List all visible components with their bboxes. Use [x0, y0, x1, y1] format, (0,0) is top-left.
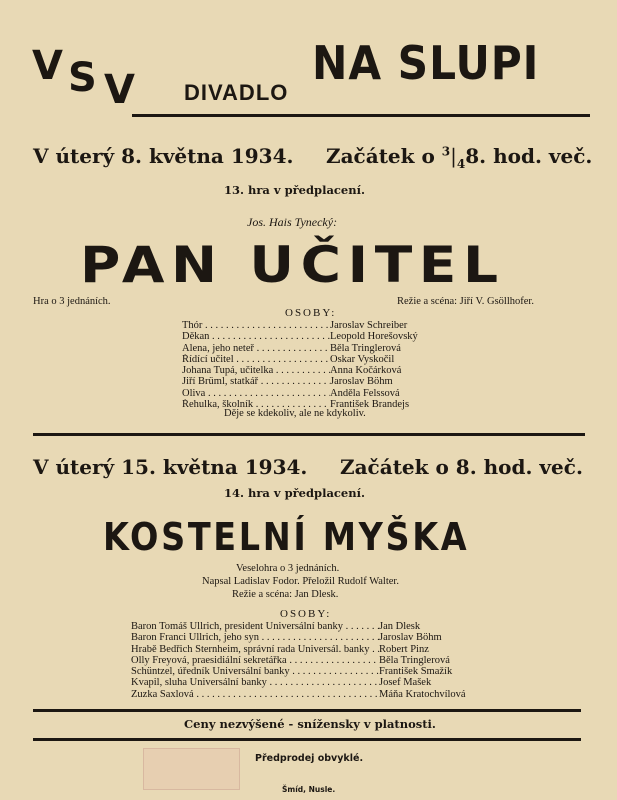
show2-osoby-heading: OSOBY:: [280, 608, 332, 620]
list-item: [182, 354, 462, 365]
cast-role: Schüntzel, úředník Universální banky . . .: [131, 666, 379, 677]
show1-date: V úterý 8. května 1934.: [33, 144, 294, 168]
show1-start-prefix: Začátek o: [326, 144, 442, 168]
list-item: [182, 388, 462, 399]
show1-author: Jos. Hais Tynecký:: [247, 215, 338, 229]
printer-credit: Šmíd, Nusle.: [282, 785, 336, 794]
cast-actor: Anna Kočárková: [330, 365, 402, 377]
cast-role: Hrabě Bedřich Sternheim, správní rada Universál. banky . . .: [131, 644, 379, 655]
show2-cast-list: [131, 621, 511, 700]
show1-setting: Děje se kdekoliv, ale ne kdykoliv.: [224, 408, 366, 419]
cast-actor: František Smažík: [379, 666, 453, 678]
cast-actor: Josef Mašek: [379, 677, 432, 689]
list-item: [131, 632, 511, 643]
logo-letter-v: V: [32, 43, 63, 89]
divadlo-label: DIVADLO: [184, 80, 289, 105]
show1-start: Začátek o $^3|_48$. hod. več.: [326, 144, 593, 171]
cast-role: Zuzka Saxlová . . .: [131, 689, 379, 700]
list-item: [131, 666, 511, 677]
cast-role: Řídící učitel . . .: [182, 354, 330, 365]
show1-subscription: 13. hra v předplacení.: [224, 183, 365, 197]
paper-stain: [143, 748, 240, 790]
cast-actor: Běla Tringlerová: [379, 654, 450, 666]
list-item: [182, 320, 462, 331]
cast-role: Kvapil, sluha Universální banky . . .: [131, 677, 379, 688]
cast-actor: Běla Tringlerová: [330, 342, 401, 354]
list-item: [131, 677, 511, 688]
show1-start-sub: 4: [456, 157, 466, 171]
show1-title: PAN UČITEL: [80, 236, 505, 294]
footer-rule-bottom: [33, 738, 581, 741]
cast-role: Baron Franci Ullrich, jeho syn . . .: [131, 632, 379, 643]
show2-start: Začátek o 8. hod. več.: [340, 455, 583, 479]
cast-role: Děkan . . .: [182, 331, 330, 342]
cast-actor: Máňa Kratochvílová: [379, 688, 466, 700]
section-divider: [33, 433, 585, 436]
cast-actor: Oskar Vyskočil: [330, 353, 395, 365]
list-item: [131, 644, 511, 655]
header-underline: [132, 114, 590, 117]
cast-role: Johana Tupá, učitelka . . .: [182, 365, 330, 376]
cast-actor: Leopold Horešovský: [330, 331, 418, 343]
presale-note: Předprodej obvyklé.: [255, 753, 364, 764]
prices-note: Ceny nezvýšené - snížensky v platnosti.: [184, 717, 436, 731]
cast-actor: Anděla Felssová: [330, 387, 400, 399]
cast-role: Baron Tomáš Ullrich, president Universální banky . . .: [131, 621, 379, 632]
list-item: [131, 689, 511, 700]
show2-director: Režie a scéna: Jan Dlesk.: [232, 589, 339, 600]
show1-start-suffix: 8. hod. več.: [465, 144, 593, 168]
show2-subscription: 14. hra v předplacení.: [224, 486, 365, 500]
list-item: [131, 621, 511, 632]
cast-role: Oliva . . .: [182, 388, 330, 399]
show2-title: KOSTELNÍ MYŠKA: [103, 515, 470, 559]
logo-letter-v2: V: [104, 67, 135, 113]
cast-role: Řehulka, školník . . .: [182, 399, 330, 410]
vsv-logo: [30, 40, 140, 113]
cast-actor: Robert Pinz: [379, 643, 429, 655]
cast-role: Jiří Brüml, statkář . . .: [182, 376, 330, 387]
show2-authors: Napsal Ladislav Fodor. Přeložil Rudolf Walter.: [202, 576, 399, 587]
cast-role: Thór . . .: [182, 320, 330, 331]
cast-role: Alena, jeho neteř . . .: [182, 343, 330, 354]
theatre-name: NA SLUPI: [312, 36, 540, 90]
cast-actor: Jan Dlesk: [379, 621, 421, 632]
list-item: [182, 343, 462, 354]
show2-genre: Veselohra o 3 jednáních.: [236, 563, 340, 574]
show1-acts: Hra o 3 jednáních.: [33, 296, 111, 307]
cast-actor: Jaroslav Schreiber: [330, 320, 408, 331]
cast-actor: František Brandejs: [330, 399, 410, 411]
list-item: [131, 655, 511, 666]
logo-letter-s: S: [68, 55, 97, 101]
show1-director: Režie a scéna: Jiří V. Gsöllhofer.: [397, 296, 534, 307]
list-item: [182, 376, 462, 387]
show1-start-sup: 3: [441, 144, 451, 159]
list-item: [182, 331, 462, 342]
show1-cast-list: [182, 320, 462, 410]
show1-osoby-heading: OSOBY:: [285, 307, 337, 319]
cast-role: Olly Freyová, praesidiální sekretářka . . .: [131, 655, 379, 666]
list-item: [182, 365, 462, 376]
show2-date: V úterý 15. května 1934.: [33, 455, 308, 479]
cast-actor: Jaroslav Böhm: [379, 632, 442, 644]
cast-actor: Jaroslav Böhm: [330, 376, 393, 388]
footer-rule-top: [33, 709, 581, 712]
